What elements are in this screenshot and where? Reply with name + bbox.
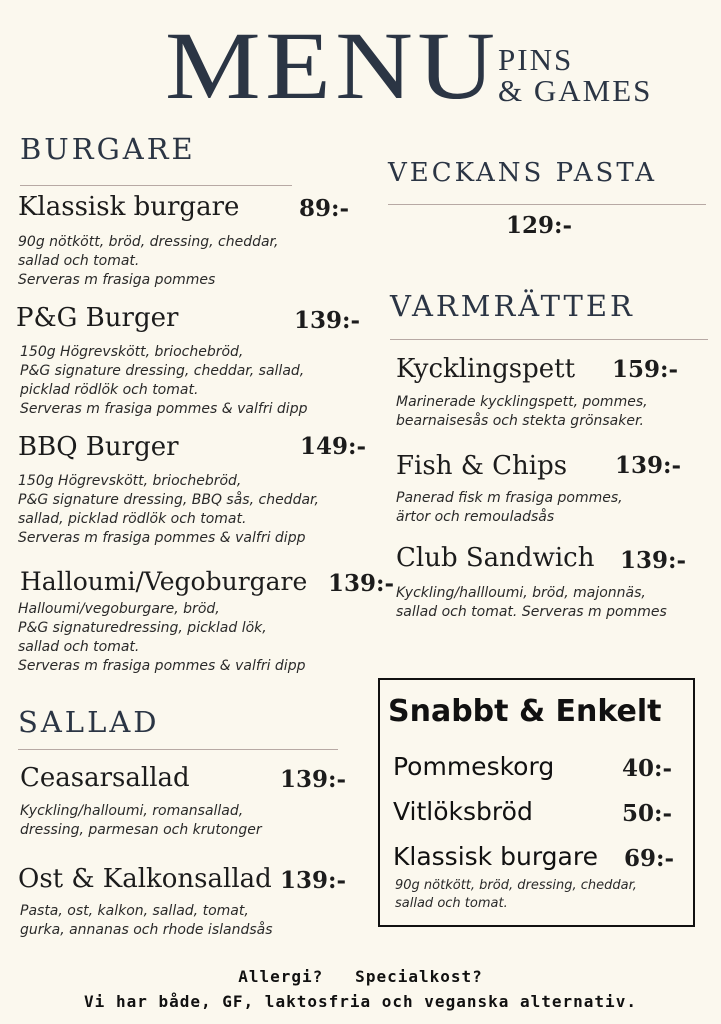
desc-line: sallad och tomat. [18,253,140,269]
snabbt-item-name: Pommeskorg [393,752,555,781]
dish-price: 139:- [294,307,361,334]
desc-line: gurka, annanas och rhode islandsås [20,922,273,938]
brand-line-2: & GAMES [498,73,653,108]
dish-description [396,489,623,527]
desc-line: P&G signature dressing, BBQ sås, cheddar, [18,492,319,508]
dish-description [20,802,262,840]
footer-alternatives: Vi har både, GF, laktosfria och veganska alternativ. [84,992,637,1011]
brand-name [498,44,652,106]
desc-line: sallad och tomat. [18,639,140,655]
dish-description [18,600,305,676]
snabbt-item-price: 50:- [622,800,673,827]
section-title-varmratter: VARMRÄTTER [390,289,635,323]
dish-name: BBQ Burger [18,432,179,462]
desc-line: bearnaisesås och stekta grönsaker. [396,413,644,429]
desc-line: dressing, parmesan och krutonger [20,822,262,838]
snabbt-item-name: Klassisk burgare [393,842,598,871]
footer-allergy: Allergi? Specialkost? [238,967,483,986]
desc-line: 150g Högrevskött, briochebröd, [20,344,244,360]
desc-line: picklad rödlök och tomat. [20,382,199,398]
dish-price: 139:- [280,867,347,894]
divider [390,339,708,340]
desc-line: Halloumi/vegoburgare, bröd, [18,601,220,617]
desc-line: Panerad fisk m frasiga pommes, [396,490,623,506]
dish-price: 159:- [612,356,679,383]
dish-description [396,393,648,431]
divider [388,204,706,205]
desc-line: Marinerade kycklingspett, pommes, [396,394,648,410]
dish-description [18,472,319,548]
section-title-pasta: VECKANS PASTA [388,158,658,188]
section-title-sallad: SALLAD [18,705,160,739]
snabbt-title: Snabbt & Enkelt [388,694,662,729]
desc-line: P&G signature dressing, cheddar, sallad, [20,363,305,379]
dish-price: 139:- [615,452,682,479]
desc-line: Pasta, ost, kalkon, sallad, tomat, [20,903,249,919]
desc-line: sallad, picklad rödlök och tomat. [18,511,247,527]
dish-name: Halloumi/Vegoburgare [20,567,308,596]
desc-line: ärtor och remouladsås [396,509,555,525]
dish-name: Ost & Kalkonsallad [18,864,272,894]
dish-name: Kycklingspett [396,354,576,384]
dish-price: 139:- [620,547,687,574]
desc-line: P&G signaturedressing, picklad lök, [18,620,267,636]
dish-name: Fish & Chips [396,451,568,481]
dish-description [18,233,278,290]
divider [18,749,338,750]
dish-price: 139:- [328,570,395,597]
snabbt-item-price: 40:- [622,755,673,782]
desc-line: Kyckling/hallloumi, bröd, majonnäs, [396,585,646,601]
desc-line: 150g Högrevskött, briochebröd, [18,473,242,489]
dish-price: 89:- [299,195,350,222]
dish-description [396,584,667,622]
divider [20,185,292,186]
dish-description [20,343,307,419]
snabbt-item-price: 69:- [624,845,675,872]
desc-line: 90g nötkött, bröd, dressing, cheddar, [18,234,279,250]
desc-line: Kyckling/halloumi, romansallad, [20,803,244,819]
desc-line: sallad och tomat. Serveras m pommes [396,604,667,620]
section-title-burgare: BURGARE [20,132,196,166]
dish-name: Ceasarsallad [20,763,190,793]
dish-description [20,902,273,940]
desc-line: Serveras m frasiga pommes [18,272,216,288]
dish-name: Klassisk burgare [18,192,240,222]
desc-line: sallad och tomat. [395,896,508,911]
dish-price: 139:- [280,766,347,793]
snabbt-item-description [395,877,637,913]
brand-line-1: PINS [498,42,574,77]
desc-line: Serveras m frasiga pommes & valfri dipp [18,658,306,674]
desc-line: Serveras m frasiga pommes & valfri dipp [18,530,306,546]
desc-line: 90g nötkött, bröd, dressing, cheddar, [395,878,637,893]
pasta-price: 129:- [506,212,573,239]
menu-title: MENU [165,12,500,119]
desc-line: Serveras m frasiga pommes & valfri dipp [20,401,308,417]
dish-price: 149:- [300,433,367,460]
dish-name: Club Sandwich [396,543,595,573]
dish-name: P&G Burger [16,303,179,333]
snabbt-item-name: Vitlöksbröd [393,797,533,826]
